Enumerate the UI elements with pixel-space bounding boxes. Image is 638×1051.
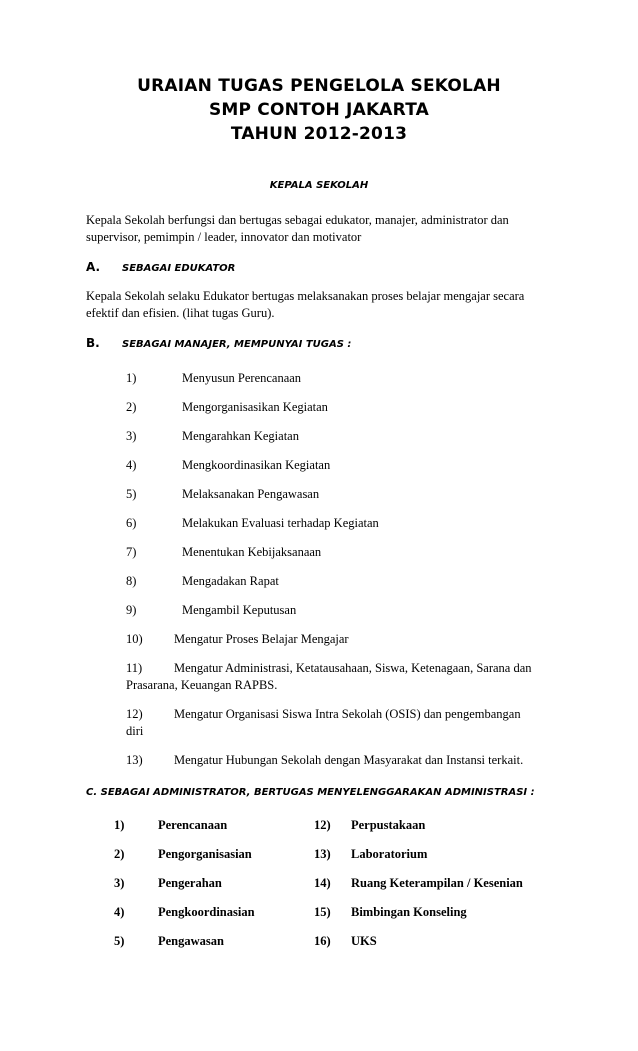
list-item: 2) Mengorganisasikan Kegiatan bbox=[126, 400, 328, 414]
list-item: 7) Menentukan Kebijaksanaan bbox=[126, 545, 322, 559]
table-row: 2) Pengorganisasian 13) Laboratorium bbox=[114, 847, 428, 861]
list-item: 8) Mengadakan Rapat bbox=[126, 574, 279, 588]
section-a-heading bbox=[86, 260, 235, 274]
list-item: 9) Mengambil Keputusan bbox=[126, 603, 297, 617]
section-c-heading: C. SEBAGAI ADMINISTRATOR, BERTUGAS MENYELENGGARAKAN ADMINISTRASI : bbox=[86, 787, 535, 798]
list-item-continuation: diri bbox=[126, 724, 144, 738]
section-a-text: Kepala Sekolah selaku Edukator bertugas melaksanakan proses belajar mengajar secara efektif dan efisien. (lihat tugas Guru). bbox=[86, 289, 525, 320]
list-item: 10) Mengatur Proses Belajar Mengajar bbox=[126, 632, 349, 646]
subheading: KEPALA SEKOLAH bbox=[269, 180, 369, 191]
intro-paragraph: Kepala Sekolah berfungsi dan bertugas sebagai edukator, manajer, administrator dan supervisor, pemimpin / leader, innovator dan motivator bbox=[86, 213, 509, 244]
list-item: 5) Melaksanakan Pengawasan bbox=[126, 487, 320, 501]
list-item: 13) Mengatur Hubungan Sekolah dengan Masyarakat dan Instansi terkait. bbox=[126, 753, 524, 767]
table-row: 4) Pengkoordinasian 15) Bimbingan Konseling bbox=[114, 905, 467, 919]
section-b-heading bbox=[86, 336, 351, 350]
document-title bbox=[0, 74, 638, 146]
title-line-2: SMP CONTOH JAKARTA bbox=[208, 100, 430, 120]
title-line-3: TAHUN 2012-2013 bbox=[230, 124, 408, 144]
list-item: 1) Menyusun Perencanaan bbox=[126, 371, 302, 385]
section-b-list bbox=[126, 370, 546, 769]
table-row: 5) Pengawasan 16) UKS bbox=[114, 934, 377, 948]
list-item: 3) Mengarahkan Kegiatan bbox=[126, 429, 299, 443]
section-b-letter: B. bbox=[86, 336, 100, 350]
section-b-title: SEBAGAI MANAJER, MEMPUNYAI TUGAS : bbox=[122, 339, 352, 350]
section-a-title: SEBAGAI EDUKATOR bbox=[122, 263, 236, 274]
list-item: 6) Melakukan Evaluasi terhadap Kegiatan bbox=[126, 516, 379, 530]
table-row: 3) Pengerahan 14) Ruang Keterampilan / Kesenian bbox=[114, 876, 523, 890]
table-row: 1) Perencanaan 12) Perpustakaan bbox=[114, 818, 426, 832]
list-item: 12) Mengatur Organisasi Siswa Intra Sekolah (OSIS) dan pengembangan diri bbox=[126, 707, 521, 738]
section-a-letter: A. bbox=[86, 260, 101, 274]
title-line-1: URAIAN TUGAS PENGELOLA SEKOLAH bbox=[137, 76, 501, 96]
list-item: 4) Mengkoordinasikan Kegiatan bbox=[126, 458, 331, 472]
list-item: 11) Mengatur Administrasi, Ketatausahaan, Siswa, Ketenagaan, Sarana dan Prasarana, Keuangan RAPBS. bbox=[126, 661, 532, 692]
section-c-table bbox=[86, 818, 556, 963]
list-item-continuation: Prasarana, Keuangan RAPBS. bbox=[126, 678, 278, 692]
